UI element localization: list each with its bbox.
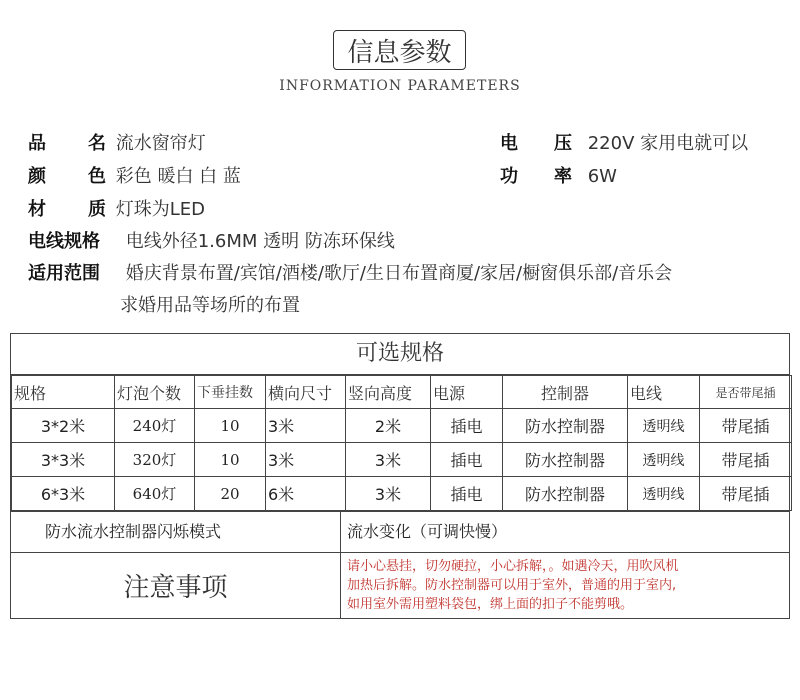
info-wire [28, 230, 395, 254]
info-color-label: 颜 色 [28, 166, 106, 187]
cell-width: 3米 [266, 409, 346, 443]
cell-drops: 10 [195, 443, 266, 477]
cell-controller: 防水控制器 [503, 409, 628, 443]
cell-controller: 防水控制器 [503, 443, 628, 477]
info-color [28, 165, 241, 189]
info-scope-label: 适用范围 [28, 263, 100, 284]
notice-text [341, 553, 789, 618]
header-cell: 灯泡个数 [115, 376, 195, 409]
info-power-value: 6W [587, 166, 617, 187]
cell-spec: 3*2米 [12, 409, 115, 443]
cell-bulbs: 240灯 [115, 409, 195, 443]
info-voltage-value: 220V 家用电就可以 [587, 133, 749, 154]
cell-width: 6米 [266, 477, 346, 511]
flash-mode-row [11, 512, 789, 553]
info-voltage [500, 132, 748, 156]
notice-line: 如用室外需用塑料袋包，绑上面的扣子不能剪哦。 [347, 597, 634, 612]
info-color-value: 彩色 暖白 白 蓝 [115, 166, 241, 187]
info-scope-value-line1: 婚庆背景布置/宾馆/酒楼/歌厅/生日布置商厦/家居/橱窗俱乐部/音乐会 [125, 263, 673, 284]
notice-label: 注意事项 [11, 553, 341, 618]
cell-bulbs: 640灯 [115, 477, 195, 511]
info-wire-value: 电线外径1.6MM 透明 防冻环保线 [125, 231, 395, 252]
notice-row [11, 553, 789, 618]
info-wire-label: 电线规格 [28, 231, 100, 252]
cell-plug: 带尾插 [700, 443, 792, 477]
cell-spec: 6*3米 [12, 477, 115, 511]
cell-bulbs: 320灯 [115, 443, 195, 477]
cell-height: 3米 [346, 477, 431, 511]
table-row [12, 477, 792, 511]
info-material [28, 198, 205, 222]
cell-wire: 透明线 [628, 443, 700, 477]
cell-width: 3米 [266, 443, 346, 477]
cell-drops: 20 [195, 477, 266, 511]
notice-line: 请小心悬挂，切勿硬拉，小心拆解，。如遇冷天，用吹风机 [347, 559, 679, 574]
cell-drops: 10 [195, 409, 266, 443]
info-power-label: 功 率 [500, 166, 572, 187]
flash-mode-value: 流水变化（可调快慢） [347, 522, 508, 541]
table-row [12, 443, 792, 477]
table-row [12, 409, 792, 443]
info-name [28, 132, 206, 156]
cell-height: 3米 [346, 443, 431, 477]
header-cell: 控制器 [503, 376, 628, 409]
cell-wire: 透明线 [628, 477, 700, 511]
header-cell: 电源 [431, 376, 503, 409]
section-title-box [333, 30, 466, 70]
header-cell: 是否带尾插 [700, 376, 792, 409]
info-material-value: 灯珠为LED [115, 199, 205, 220]
header-cell: 规格 [12, 376, 115, 409]
cell-wire: 透明线 [628, 409, 700, 443]
info-material-label: 材 质 [28, 199, 106, 220]
cell-spec: 3*3米 [12, 443, 115, 477]
cell-power: 插电 [431, 409, 503, 443]
cell-plug: 带尾插 [700, 409, 792, 443]
info-scope-value-line2: 求婚用品等场所的布置 [120, 295, 300, 316]
notice-line: 加热后拆解。防水控制器可以用于室外，普通的用于室内, [347, 578, 677, 593]
cell-controller: 防水控制器 [503, 477, 628, 511]
header-cell: 竖向高度 [346, 376, 431, 409]
header-cell: 横向尺寸 [266, 376, 346, 409]
info-name-value: 流水窗帘灯 [115, 133, 206, 154]
spec-table [10, 333, 790, 512]
header-cell: 电线 [628, 376, 700, 409]
info-name-label: 品 名 [28, 133, 106, 154]
header-cell: 下垂挂数 [195, 376, 266, 409]
section-subtitle: INFORMATION PARAMETERS [279, 78, 521, 94]
section-title: 信息参数 [347, 37, 452, 68]
cell-power: 插电 [431, 477, 503, 511]
info-power [500, 165, 617, 189]
flash-mode-label: 防水流水控制器闪烁模式 [11, 512, 341, 552]
spec-grid [11, 375, 792, 511]
notes-section [10, 512, 790, 619]
cell-plug: 带尾插 [700, 477, 792, 511]
spec-header-row [12, 376, 792, 409]
info-voltage-label: 电 压 [500, 133, 572, 154]
spec-table-title: 可选规格 [11, 334, 789, 375]
info-scope [28, 262, 672, 286]
info-scope-cont [120, 294, 300, 318]
cell-height: 2米 [346, 409, 431, 443]
cell-power: 插电 [431, 443, 503, 477]
